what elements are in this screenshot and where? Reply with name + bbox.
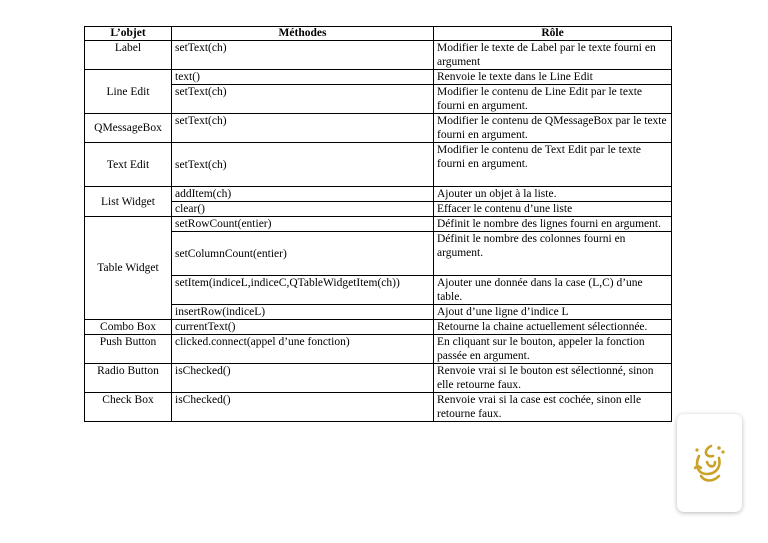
role-cell: Renvoie vrai si la case est cochée, sinon elle retourne faux. (434, 393, 672, 422)
object-cell: Line Edit (85, 70, 172, 114)
object-cell: QMessageBox (85, 114, 172, 143)
role-cell: Renvoie le texte dans le Line Edit (434, 70, 672, 85)
method-cell: clicked.connect(appel d’une fonction) (172, 335, 434, 364)
role-cell: Modifier le contenu de Text Edit par le texte fourni en argument. (434, 143, 672, 187)
object-cell: Text Edit (85, 143, 172, 187)
table-row (85, 276, 672, 305)
table-row (85, 187, 672, 202)
table-row (85, 232, 672, 276)
table-row (85, 320, 672, 335)
role-cell: Retourne la chaine actuellement sélectionnée. (434, 320, 672, 335)
object-cell: Push Button (85, 335, 172, 364)
method-cell: text() (172, 70, 434, 85)
table-row (85, 114, 672, 143)
object-cell: Radio Button (85, 364, 172, 393)
header-object: L’objet (85, 27, 172, 41)
role-cell: Renvoie vrai si le bouton est sélectionné, sinon elle retourne faux. (434, 364, 672, 393)
role-cell: Ajouter une donnée dans la case (L,C) d’une table. (434, 276, 672, 305)
table-row (85, 143, 672, 187)
table-row (85, 41, 672, 70)
method-cell: setRowCount(entier) (172, 217, 434, 232)
object-cell: Combo Box (85, 320, 172, 335)
table-row (85, 305, 672, 320)
object-cell: List Widget (85, 187, 172, 217)
table-row (85, 85, 672, 114)
object-cell: Label (85, 41, 172, 70)
role-cell: Modifier le contenu de QMessageBox par le texte fourni en argument. (434, 114, 672, 143)
table-row (85, 217, 672, 232)
method-cell: addItem(ch) (172, 187, 434, 202)
method-cell: clear() (172, 202, 434, 217)
methods-table (84, 26, 672, 422)
role-cell: Modifier le contenu de Line Edit par le texte fourni en argument. (434, 85, 672, 114)
role-cell: Effacer le contenu d’une liste (434, 202, 672, 217)
method-cell: insertRow(indiceL) (172, 305, 434, 320)
role-cell: Définit le nombre des lignes fourni en argument. (434, 217, 672, 232)
calligraphy-logo-icon (689, 442, 729, 486)
method-cell: setText(ch) (172, 114, 434, 143)
method-cell: setText(ch) (172, 41, 434, 70)
table-row (85, 202, 672, 217)
table-row (85, 335, 672, 364)
header-row (85, 27, 672, 41)
role-cell: Ajouter un objet à la liste. (434, 187, 672, 202)
logo-card[interactable] (677, 414, 742, 512)
role-cell: Ajout d’une ligne d’indice L (434, 305, 672, 320)
method-cell: currentText() (172, 320, 434, 335)
method-cell: isChecked() (172, 393, 434, 422)
object-cell: Check Box (85, 393, 172, 422)
table-row (85, 70, 672, 85)
method-cell: setItem(indiceL,indiceC,QTableWidgetItem(ch)) (172, 276, 434, 305)
object-cell: Table Widget (85, 217, 172, 320)
table-row (85, 393, 672, 422)
role-cell: Définit le nombre des colonnes fourni en argument. (434, 232, 672, 276)
method-cell: setText(ch) (172, 85, 434, 114)
header-methods: Méthodes (172, 27, 434, 41)
method-cell: setColumnCount(entier) (172, 232, 434, 276)
method-cell: setText(ch) (172, 143, 434, 187)
role-cell: En cliquant sur le bouton, appeler la fonction passée en argument. (434, 335, 672, 364)
method-cell: isChecked() (172, 364, 434, 393)
table-row (85, 364, 672, 393)
role-cell: Modifier le texte de Label par le texte fourni en argument (434, 41, 672, 70)
header-role: Rôle (434, 27, 672, 41)
